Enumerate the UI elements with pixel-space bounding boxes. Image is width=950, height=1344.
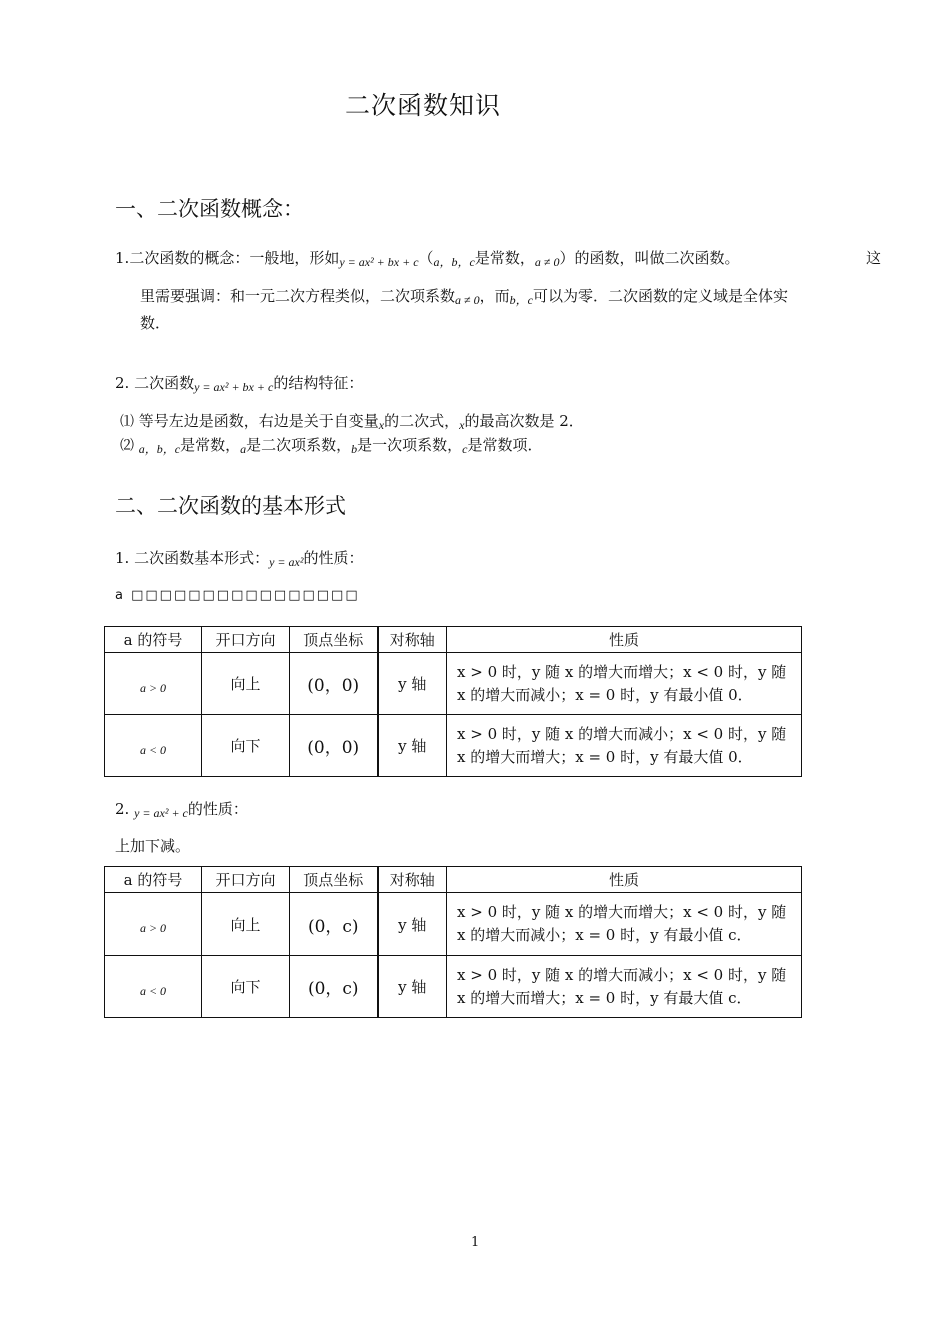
- vertex-cell: (0，0): [290, 715, 378, 777]
- text: （: [418, 249, 434, 267]
- text: 是一次项系数，: [357, 436, 463, 454]
- text: 可以为零．二次函数的定义域是全体实: [532, 287, 788, 305]
- formula: a ≠ 0: [455, 293, 480, 307]
- header-cell: a 的符号: [105, 627, 202, 653]
- note-shift: 上加下减。: [115, 837, 191, 855]
- property-cell: [447, 893, 802, 956]
- formula: a，b，c: [138, 442, 181, 456]
- formula: b: [351, 442, 358, 456]
- property-line: x > 0 时，y 随 x 的增大而增大；x < 0 时，y 随: [457, 903, 787, 921]
- table-header-row: [105, 867, 802, 893]
- sign-cell: a < 0: [139, 983, 167, 998]
- header-cell: 性质: [447, 867, 802, 893]
- header-cell: 开口方向: [202, 627, 290, 653]
- text: 的结构特征：: [273, 374, 364, 392]
- concept-line-2: [140, 285, 788, 308]
- item-number: 2.: [115, 800, 130, 818]
- text: 等号左边是函数，右边是关于自变量: [138, 412, 379, 430]
- concept-line-3: 数．: [140, 314, 171, 332]
- vertex-cell: (0，0): [290, 653, 378, 715]
- structure-line: [115, 372, 363, 395]
- text: 是常数项．: [467, 436, 543, 454]
- formula: x: [459, 418, 465, 432]
- text: 的最高次数是 2．: [464, 412, 584, 430]
- header-cell: 对称轴: [378, 867, 447, 893]
- basic-form-line: [115, 547, 363, 570]
- properties-table-1: [104, 626, 802, 777]
- text: ）的函数，叫做二次函数。: [559, 249, 740, 267]
- formula: a: [240, 442, 247, 456]
- property-line: x 的增大而增大；x = 0 时，y 有最大值 0．: [457, 747, 753, 766]
- text: 的性质：: [303, 549, 364, 567]
- text: 二次函数基本形式：: [134, 549, 270, 567]
- text: 是二次项系数，: [246, 436, 352, 454]
- property-line: x > 0 时，y 随 x 的增大而减小；x < 0 时，y 随: [457, 724, 787, 743]
- property-line: x > 0 时，y 随 x 的增大而减小；x < 0 时，y 随: [457, 965, 787, 984]
- ax2c-line: [115, 798, 248, 821]
- property-line: x > 0 时，y 随 x 的增大而增大；x < 0 时，y 随: [457, 662, 787, 681]
- formula: c: [462, 442, 468, 456]
- property-line: x 的增大而减小；x = 0 时，y 有最小值 0．: [457, 685, 753, 704]
- section-heading-concept: 一、二次函数概念：: [115, 197, 304, 221]
- item-number: 1.: [115, 549, 130, 567]
- property-cell: [447, 956, 802, 1018]
- text: ，而: [479, 287, 510, 305]
- direction-cell: 向下: [202, 956, 290, 1018]
- header-cell: 开口方向: [202, 867, 290, 893]
- properties-table-2: [104, 866, 802, 1018]
- header-cell: 顶点坐标: [290, 627, 378, 653]
- axis-cell: y 轴: [378, 653, 447, 715]
- text: 二次函数的概念：一般地，形如: [129, 249, 340, 267]
- item-number: 2.: [115, 374, 130, 392]
- sign-cell: a > 0: [139, 921, 167, 935]
- header-cell: 对称轴: [378, 627, 447, 653]
- section-heading-basic-forms: 二、二次函数的基本形式: [115, 494, 346, 518]
- direction-cell: 向下: [202, 715, 290, 777]
- concept-line-1: [115, 247, 740, 270]
- property-line: x 的增大而增大；x = 0 时，y 有最大值 c．: [457, 988, 752, 1007]
- table-row: [105, 715, 802, 777]
- header-cell: a 的符号: [105, 867, 202, 893]
- property-cell: [447, 715, 802, 777]
- formula: b，c: [509, 293, 533, 307]
- formula: y = ax² + bx + c: [194, 380, 274, 394]
- direction-cell: 向上: [202, 653, 290, 715]
- text: 的二次式，: [384, 412, 460, 430]
- vertex-cell: (0，c): [290, 956, 378, 1018]
- structure-sub-2: [120, 434, 543, 457]
- direction-cell: 向上: [202, 893, 290, 956]
- header-cell: 顶点坐标: [290, 867, 378, 893]
- text: 是常数，: [474, 249, 535, 267]
- axis-cell: y 轴: [378, 956, 447, 1018]
- header-cell: 性质: [447, 627, 802, 653]
- table-row: [105, 893, 802, 956]
- structure-sub-1: [120, 410, 584, 433]
- page-number: 1: [471, 1235, 480, 1250]
- formula: y = ax² + c: [134, 806, 188, 820]
- sub-number: ⑴: [120, 414, 134, 430]
- text: 的性质：: [187, 800, 248, 818]
- table-row: [105, 653, 802, 715]
- sign-cell: a > 0: [139, 680, 167, 695]
- text: 二次函数: [134, 374, 195, 392]
- note-line: a □□□□□□□□□□□□□□□□: [115, 588, 360, 603]
- table-row: [105, 956, 802, 1018]
- axis-cell: y 轴: [378, 893, 447, 956]
- table-header-row: [105, 627, 802, 653]
- formula: a，b，c: [433, 255, 475, 269]
- formula: x: [378, 418, 385, 432]
- sub-number: ⑵: [120, 438, 134, 454]
- text: 这: [866, 249, 882, 267]
- axis-cell: y 轴: [378, 715, 447, 777]
- formula: y = ax² + bx + c: [339, 255, 419, 269]
- sign-cell: a < 0: [139, 742, 167, 757]
- formula: y = ax²: [269, 555, 304, 569]
- property-cell: [447, 653, 802, 715]
- property-line: x 的增大而减小；x = 0 时，y 有最小值 c．: [457, 926, 752, 944]
- vertex-cell: (0，c): [290, 893, 378, 956]
- text: 里需要强调：和一元二次方程类似，二次项系数: [140, 287, 456, 305]
- text: 是常数，: [180, 436, 241, 454]
- item-number: 1.: [115, 249, 130, 267]
- formula: a ≠ 0: [534, 255, 560, 269]
- page-title: 二次函数知识: [345, 91, 502, 120]
